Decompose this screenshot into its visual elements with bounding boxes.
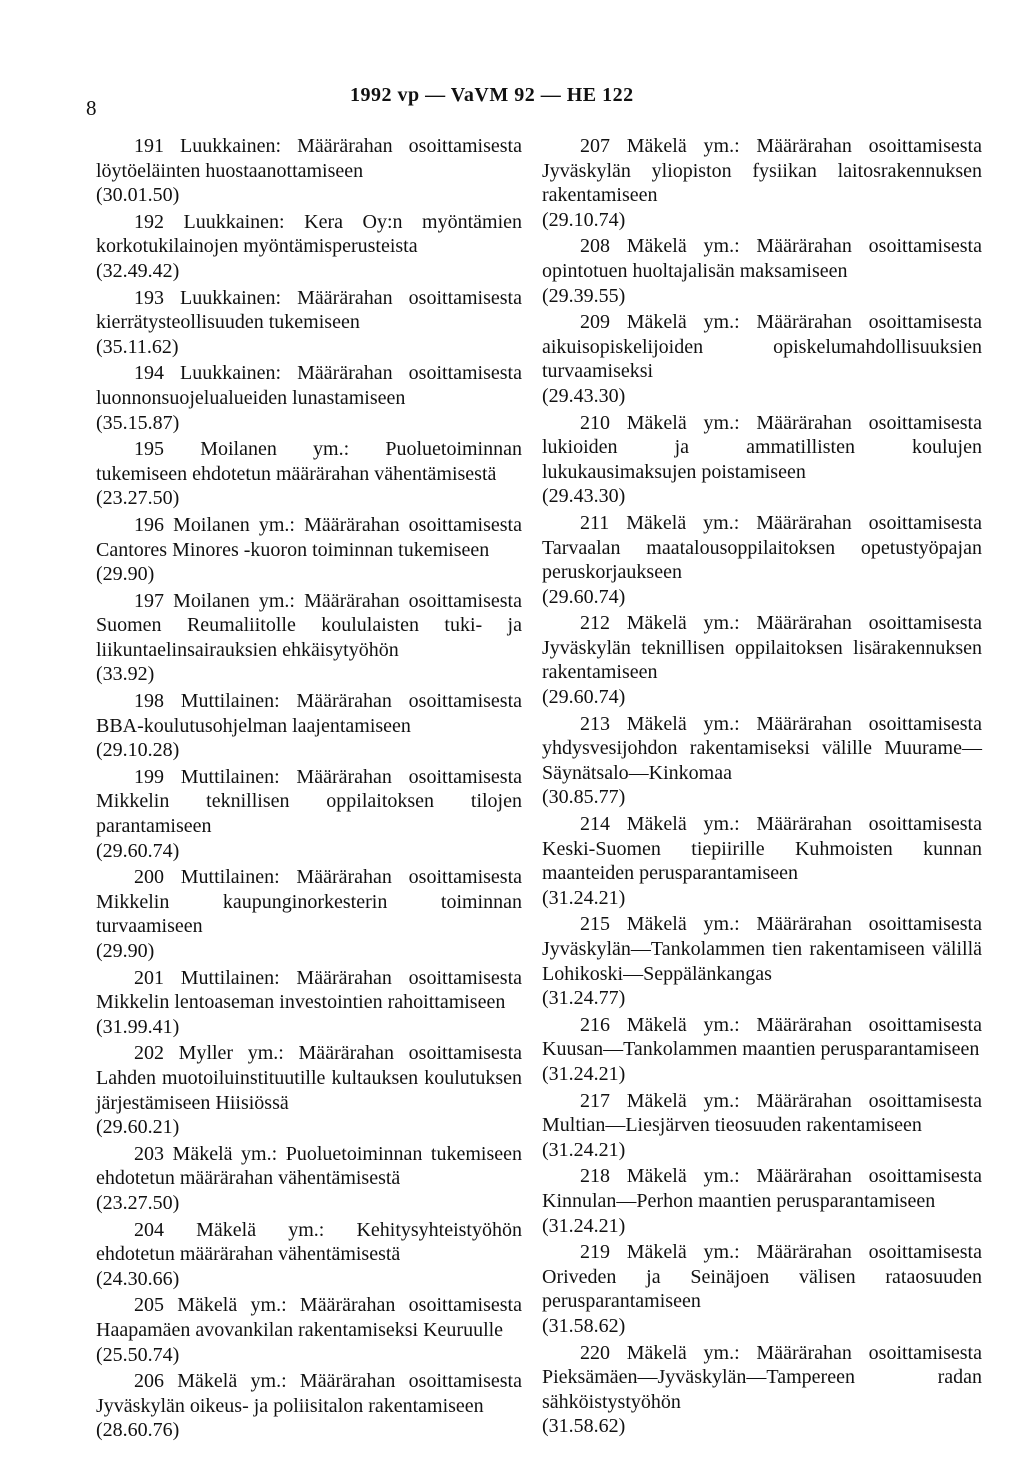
motion-entry <box>542 1089 982 1163</box>
budget-reference: (29.43.30) <box>542 485 626 508</box>
motion-entry <box>542 134 982 232</box>
motion-text: 206 Mäkelä ym.: Määrärahan osoittamisesta Jyväskylän oikeus- ja poliisitalon rakentamiseen <box>96 1370 522 1417</box>
budget-reference: (29.60.74) <box>542 686 626 709</box>
motion-entry <box>542 611 982 709</box>
budget-reference: (23.27.50) <box>96 487 180 510</box>
motion-text: 202 Myller ym.: Määrärahan osoittamisesta Lahden muotoiluinstituutille kultauksen koulutuksen järjestämiseen Hiisiössä <box>96 1042 522 1114</box>
motion-text: 196 Moilanen ym.: Määrärahan osoittamisesta Cantores Minores -kuoron toiminnan tukemiseen <box>96 513 522 561</box>
motion-text: 215 Mäkelä ym.: Määrärahan osoittamisesta Jyväskylän—Tankolammen tien rakentamiseen välillä Lohikoski—Seppälänkangas <box>542 913 982 985</box>
motion-text: 210 Mäkelä ym.: Määrärahan osoittamisesta lukioiden ja ammatillisten koulujen lukukausimaksujen poistamiseen <box>542 411 982 483</box>
motion-text: 216 Mäkelä ym.: Määrärahan osoittamisesta Kuusan—Tankolammen maantien perusparantamiseen <box>542 1013 982 1061</box>
budget-reference: (29.90) <box>96 563 155 586</box>
budget-reference: (31.24.77) <box>542 987 626 1010</box>
budget-reference: (31.24.21) <box>542 1138 626 1161</box>
running-header: 1992 vp — VaVM 92 — HE 122 <box>350 84 634 106</box>
motion-text: 214 Mäkelä ym.: Määrärahan osoittamisesta Keski-Suomen tiepiirille Kuhmoisten kunnan maanteiden perusparantamiseen <box>542 813 982 885</box>
motion-text: 200 Muttilainen: Määrärahan osoittamisesta Mikkelin kaupunginorkesterin toiminnan turvaamiseen <box>96 866 522 938</box>
motion-entry <box>542 1164 982 1238</box>
motion-text: 217 Mäkelä ym.: Määrärahan osoittamisesta Multian—Liesjärven tieosuuden rakentamiseen <box>542 1089 982 1137</box>
motion-entry <box>96 210 522 284</box>
motion-entry <box>96 1142 522 1216</box>
motion-entry <box>542 234 982 308</box>
motion-entry <box>96 437 522 511</box>
motion-entry <box>542 812 982 910</box>
budget-reference: (31.99.41) <box>96 1015 180 1038</box>
motion-text: 191 Luukkainen: Määrärahan osoittamisesta löytöeläinten huostaanottamiseen <box>96 135 522 182</box>
motion-text: 205 Mäkelä ym.: Määrärahan osoittamisesta Haapamäen avovankilan rakentamiseksi Keuruulle <box>96 1294 522 1341</box>
motion-entry <box>96 689 522 763</box>
right-column <box>542 134 982 1441</box>
budget-reference: (29.90) <box>96 940 155 962</box>
budget-reference: (29.60.74) <box>96 839 180 862</box>
budget-reference: (35.15.87) <box>96 411 180 434</box>
motion-entry <box>96 865 522 963</box>
motion-text: 208 Mäkelä ym.: Määrärahan osoittamisesta opintotuen huoltajalisän maksamiseen <box>542 235 982 282</box>
motion-text: 197 Moilanen ym.: Määrärahan osoittamisesta Suomen Reumaliitolle koululaisten tuki- ja liikuntaelinsairauksien ehkäisytyöhön <box>96 589 522 661</box>
motion-text: 218 Mäkelä ym.: Määrärahan osoittamisesta Kinnulan—Perhon maantien perusparantamiseen <box>542 1165 982 1212</box>
page-number: 8 <box>86 96 97 120</box>
budget-reference: (29.60.21) <box>96 1116 180 1139</box>
motion-entry <box>96 286 522 360</box>
motion-entry <box>96 513 522 587</box>
budget-reference: (28.60.76) <box>96 1419 180 1442</box>
budget-reference: (31.24.21) <box>542 886 626 909</box>
budget-reference: (29.10.74) <box>542 208 626 231</box>
budget-reference: (29.39.55) <box>542 284 626 307</box>
motion-entry <box>542 310 982 408</box>
motion-text: 219 Mäkelä ym.: Määrärahan osoittamisesta Oriveden ja Seinäjoen välisen rataosuuden perusparantamiseen <box>542 1241 982 1313</box>
budget-reference: (31.58.62) <box>542 1415 626 1438</box>
motion-text: 199 Muttilainen: Määrärahan osoittamisesta Mikkelin teknillisen oppilaitoksen tilojen parantamiseen <box>96 765 522 838</box>
motion-text: 193 Luukkainen: Määrärahan osoittamisesta kierrätysteollisuuden tukemiseen <box>96 286 522 334</box>
motion-entry <box>542 1240 982 1338</box>
left-column <box>96 134 522 1445</box>
motion-text: 201 Muttilainen: Määrärahan osoittamisesta Mikkelin lentoaseman investointien rahoittamiseen <box>96 966 522 1014</box>
budget-reference: (32.49.42) <box>96 259 180 282</box>
budget-reference: (31.24.21) <box>542 1062 626 1085</box>
motion-text: 207 Mäkelä ym.: Määrärahan osoittamisesta Jyväskylän yliopiston fysiikan laitosrakennuksen rakentamiseen <box>542 135 982 207</box>
budget-reference: (29.10.28) <box>96 739 180 762</box>
motion-text: 204 Mäkelä ym.: Kehitysyhteistyöhön ehdotetun määrärahan vähentämisestä <box>96 1218 522 1266</box>
motion-text: 198 Muttilainen: Määrärahan osoittamisesta BBA-koulutusohjelman laajentamiseen <box>96 690 522 737</box>
budget-reference: (24.30.66) <box>96 1267 180 1290</box>
motion-entry <box>542 411 982 509</box>
budget-reference: (25.50.74) <box>96 1343 180 1366</box>
motion-entry <box>96 1041 522 1139</box>
motion-text: 211 Mäkelä ym.: Määrärahan osoittamisesta Tarvaalan maatalousoppilaitoksen opetustyöpajan peruskorjaukseen <box>542 511 982 584</box>
budget-reference: (30.01.50) <box>96 184 180 207</box>
motion-entry <box>96 134 522 208</box>
budget-reference: (23.27.50) <box>96 1191 180 1214</box>
motion-text: 213 Mäkelä ym.: Määrärahan osoittamisesta yhdysvesijohdon rakentamiseksi välille Muurame—Säynätsalo—Kinkomaa <box>542 712 982 784</box>
budget-reference: (30.85.77) <box>542 786 626 809</box>
motion-entry <box>542 912 982 1010</box>
budget-reference: (29.43.30) <box>542 384 626 407</box>
motion-entry <box>542 1013 982 1087</box>
motion-entry <box>542 511 982 609</box>
motion-text: 192 Luukkainen: Kera Oy:n myöntämien korkotukilainojen myöntämisperusteista <box>96 210 522 258</box>
motion-entry <box>96 589 522 687</box>
motion-entry <box>96 966 522 1040</box>
motion-entry <box>96 361 522 435</box>
motion-text: 195 Moilanen ym.: Puoluetoiminnan tukemiseen ehdotetun määrärahan vähentämisestä <box>96 438 522 485</box>
budget-reference: (29.60.74) <box>542 585 626 608</box>
motion-text: 212 Mäkelä ym.: Määrärahan osoittamisesta Jyväskylän teknillisen oppilaitoksen lisärakennuksen rakentamiseen <box>542 612 982 684</box>
motion-entry <box>96 1218 522 1292</box>
motion-text: 220 Mäkelä ym.: Määrärahan osoittamisesta Pieksämäen—Jyväskylän—Tampereen radan sähköistystyöhön <box>542 1341 982 1413</box>
budget-reference: (33.92) <box>96 663 155 686</box>
budget-reference: (31.58.62) <box>542 1314 626 1337</box>
motion-entry <box>542 712 982 810</box>
motion-entry <box>96 1369 522 1443</box>
motion-text: 209 Mäkelä ym.: Määrärahan osoittamisesta aikuisopiskelijoiden opiskelumahdollisuuksien turvaamiseksi <box>542 311 982 383</box>
motion-entry <box>96 1293 522 1367</box>
motion-text: 194 Luukkainen: Määrärahan osoittamisesta luonnonsuojelualueiden lunastamiseen <box>96 362 522 409</box>
budget-reference: (35.11.62) <box>96 335 179 358</box>
motion-entry <box>542 1341 982 1439</box>
motion-text: 203 Mäkelä ym.: Puoluetoiminnan tukemiseen ehdotetun määrärahan vähentämisestä <box>96 1142 522 1190</box>
motion-entry <box>96 765 522 863</box>
budget-reference: (31.24.21) <box>542 1214 626 1237</box>
